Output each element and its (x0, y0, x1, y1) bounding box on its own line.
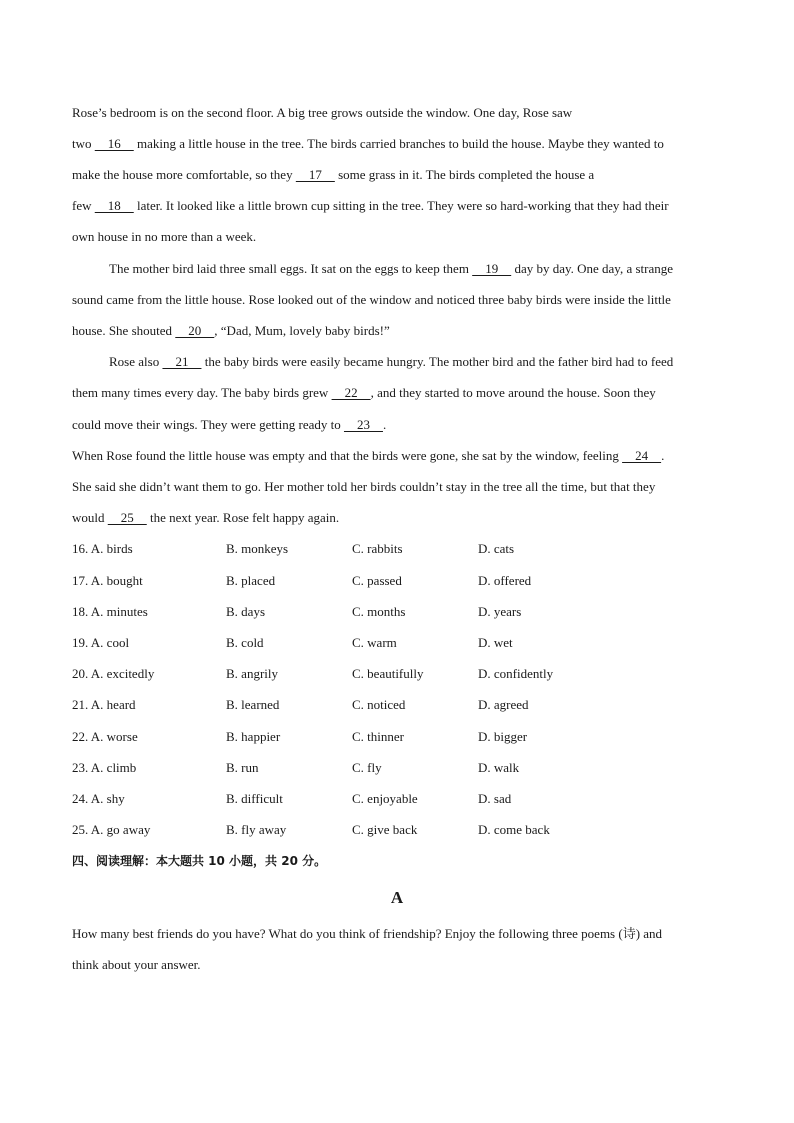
option-c: C. warm (352, 635, 397, 650)
option-b: B. angrily (226, 666, 278, 681)
option-d: D. confidently (478, 666, 554, 681)
passage-line: own house in no more than a week. (72, 229, 257, 244)
passage-line: two 16 making a little house in the tree. The birds carried branches to build the house. Maybe they wanted to (72, 136, 664, 151)
option-b: B. fly away (226, 822, 287, 837)
option-c: C. months (352, 604, 406, 619)
option-d: D. years (478, 604, 522, 619)
option-b: B. placed (226, 573, 276, 588)
passage-line: make the house more comfortable, so they 17 some grass in it. The birds completed the house a (72, 167, 595, 182)
passage-line: would 25 the next year. Rose felt happy again. (72, 510, 340, 525)
passage-line: Rose also 21 the baby birds were easily became hungry. The mother bird and the father bird had to feed (109, 354, 674, 369)
option-a: 16. A. birds (72, 541, 133, 556)
passage-line: few 18 later. It looked like a little brown cup sitting in the tree. They were so hard-working that they had their (72, 198, 669, 213)
blank-16: 16 (94, 136, 134, 151)
option-a: 18. A. minutes (72, 604, 148, 619)
option-a: 24. A. shy (72, 791, 125, 806)
option-c: C. rabbits (352, 541, 403, 556)
option-d: D. come back (478, 822, 550, 837)
option-b: B. cold (226, 635, 264, 650)
option-b: B. run (226, 760, 259, 775)
blank-19: 19 (472, 261, 512, 276)
option-d: D. sad (478, 791, 512, 806)
blank-22: 22 (331, 385, 371, 400)
option-c: C. passed (352, 573, 402, 588)
passage-line: She said she didn’t want them to go. Her mother told her birds couldn’t stay in the tree all the time, but that they (72, 479, 656, 494)
option-d: D. walk (478, 760, 520, 775)
passage-title: A (390, 888, 404, 907)
option-a: 21. A. heard (72, 697, 136, 712)
option-c: C. give back (352, 822, 418, 837)
passage-line: sound came from the little house. Rose looked out of the window and noticed three baby birds were inside the little (72, 292, 671, 307)
option-c: C. thinner (352, 729, 404, 744)
option-c: C. enjoyable (352, 791, 418, 806)
passage-line: could move their wings. They were getting ready to 23 . (72, 417, 387, 432)
blank-18: 18 (94, 198, 134, 213)
passage-line: them many times every day. The baby birds grew 22 , and they started to move around the house. Soon they (72, 385, 656, 400)
option-c: C. beautifully (352, 666, 424, 681)
option-a: 23. A. climb (72, 760, 137, 775)
option-a: 17. A. bought (72, 573, 143, 588)
blank-24: 24 (622, 448, 662, 463)
option-b: B. happier (226, 729, 281, 744)
option-a: 25. A. go away (72, 822, 151, 837)
section-heading: 四、阅读理解：本大题共 10 小题，共 20 分。 (72, 854, 327, 868)
option-d: D. agreed (478, 697, 529, 712)
blank-25: 25 (107, 510, 147, 525)
option-d: D. cats (478, 541, 515, 556)
passage-line: house. She shouted 20 , “Dad, Mum, lovely baby birds!” (72, 323, 390, 338)
blank-17: 17 (295, 167, 335, 182)
option-a: 22. A. worse (72, 729, 138, 744)
option-b: B. learned (226, 697, 280, 712)
option-b: B. days (226, 604, 265, 619)
option-b: B. monkeys (226, 541, 289, 556)
option-b: B. difficult (226, 791, 283, 806)
passage-line: When Rose found the little house was empty and that the birds were gone, she sat by the window, feeling 24 . (72, 448, 665, 463)
blank-20: 20 (175, 323, 215, 338)
option-a: 19. A. cool (72, 635, 130, 650)
intro-line: How many best friends do you have? What do you think of friendship? Enjoy the following three poems (诗) and (72, 926, 663, 941)
option-d: D. wet (478, 635, 513, 650)
passage-line: The mother bird laid three small eggs. It sat on the eggs to keep them 19 day by day. One day, a strange (109, 261, 674, 276)
option-d: D. offered (478, 573, 532, 588)
option-c: C. fly (352, 760, 382, 775)
blank-21: 21 (162, 354, 202, 369)
intro-line: think about your answer. (72, 957, 201, 972)
passage-line: Rose’s bedroom is on the second floor. A big tree grows outside the window. One day, Rose saw (72, 105, 573, 120)
option-d: D. bigger (478, 729, 528, 744)
option-c: C. noticed (352, 697, 406, 712)
blank-23: 23 (343, 417, 383, 432)
option-a: 20. A. excitedly (72, 666, 155, 681)
